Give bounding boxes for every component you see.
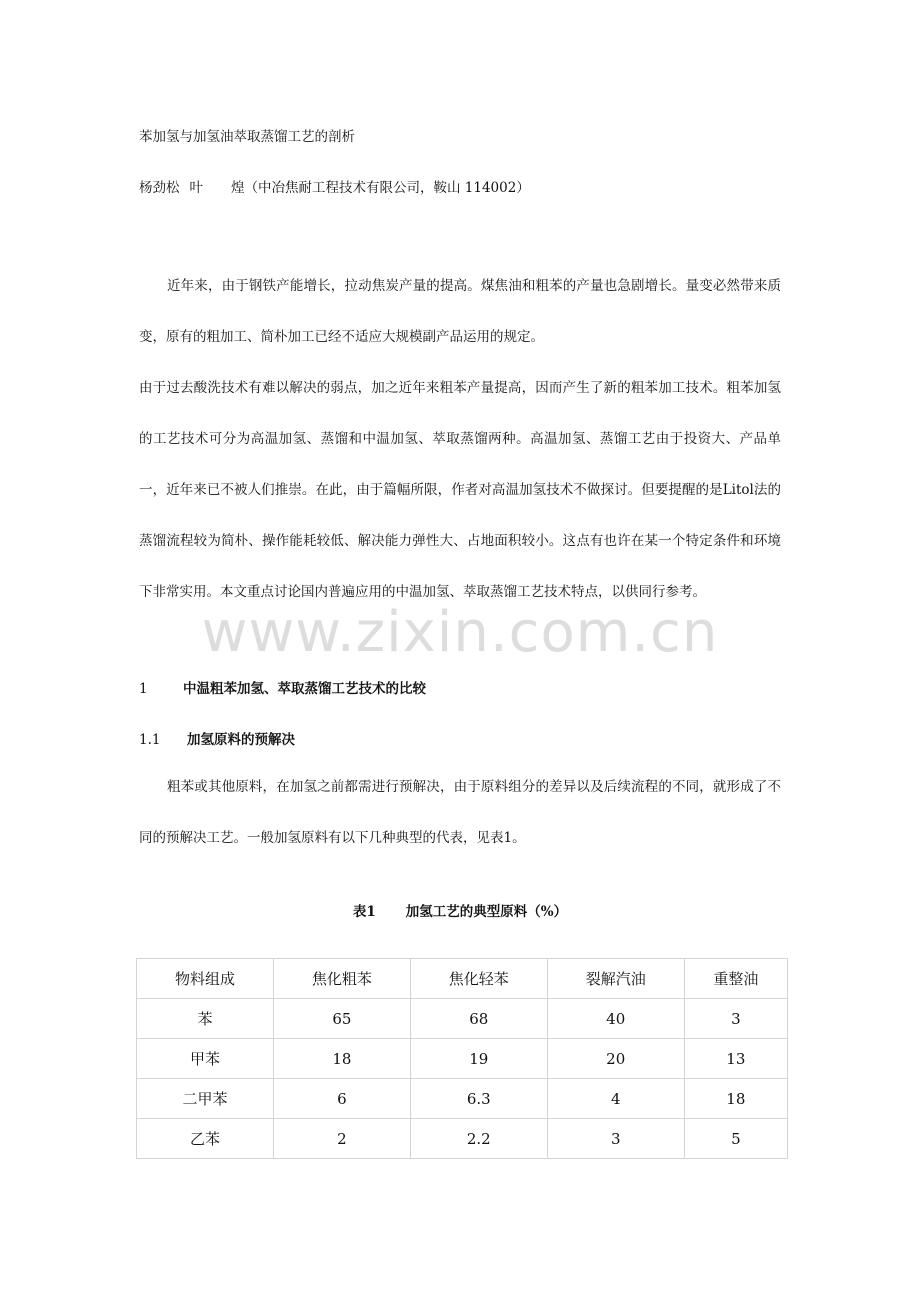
author-affiliation: （中冶焦耐工程技术有限公司，鞍山 114002） [244,180,530,196]
table-cell: 3 [547,1119,684,1159]
table-row [137,1079,788,1119]
table-cell: 65 [273,999,410,1039]
paragraph-background: 由于过去酸洗技术有难以解决的弱点，加之近年来粗苯产量提高，因而产生了新的粗苯加工技术。粗苯加氢的工艺技术可分为高温加氢、蒸馏和中温加氢、萃取蒸馏两种。高温加氢、蒸馏工艺由于投资大、产品单一，近年来已不被人们推崇。在此，由于篇幅所限，作者对高温加氢技术不做探讨。但要提醒的是Litol法的蒸馏流程较为简朴、操作能耗较低、解决能力弹性大、占地面积较小。这点有也许在某一个特定条件和环境下非常实用。本文重点讨论国内普遍应用的中温加氢、萃取蒸馏工艺技术特点，以供同行参考。 [139,380,781,600]
section-heading-1 [139,679,426,699]
table-header-cell: 焦化轻苯 [410,959,547,999]
table-cell: 18 [273,1039,410,1079]
author-name-1: 杨劲松 [139,180,180,196]
raw-material-table [136,958,788,1159]
table-row [137,1039,788,1079]
section-title: 中温粗苯加氢、萃取蒸馏工艺技术的比较 [183,681,426,697]
table-header-cell: 重整油 [684,959,787,999]
table-row-label: 乙苯 [137,1119,274,1159]
paragraph-intro: 近年来，由于钢铁产能增长，拉动焦炭产量的提高。煤焦油和粗苯的产量也急剧增长。量变必然带来质变，原有的粗加工、简朴加工已经不适应大规模副产品运用的规定。 [139,278,781,345]
table-row-label: 甲苯 [137,1039,274,1079]
table-header-cell: 焦化粗苯 [273,959,410,999]
table-row [137,1119,788,1159]
section-number: 1 [139,681,148,697]
table-cell: 6 [273,1079,410,1119]
author-name-2a: 叶 [189,180,203,196]
table-title: 加氢工艺的典型原料（%） [405,904,568,920]
table-cell: 18 [684,1079,787,1119]
table-row-label: 二甲苯 [137,1079,274,1119]
table-cell: 19 [410,1039,547,1079]
table-label: 表1 [352,904,376,920]
table-cell: 13 [684,1039,787,1079]
table-row-label: 苯 [137,999,274,1039]
paragraph-pretreatment: 粗苯或其他原料，在加氢之前都需进行预解决，由于原料组分的差异以及后续流程的不同，就形成了不同的预解决工艺。一般加氢原料有以下几种典型的代表，见表1。 [139,779,781,846]
table-cell: 40 [547,999,684,1039]
table-caption [0,902,920,922]
section-number: 1.1 [139,732,161,748]
section-title: 加氢原料的预解决 [187,732,295,748]
table-row [137,999,788,1039]
table-cell: 5 [684,1119,787,1159]
table-cell: 4 [547,1079,684,1119]
table-cell: 2 [273,1119,410,1159]
table-cell: 6.3 [410,1079,547,1119]
table-header-cell: 裂解汽油 [547,959,684,999]
author-line [139,178,530,198]
author-name-2b: 煌 [231,180,245,196]
table-cell: 3 [684,999,787,1039]
table-header-row [137,959,788,999]
section-heading-1-1 [139,730,295,750]
watermark: www.zixin.com.cn [201,600,719,665]
table-cell: 68 [410,999,547,1039]
table-cell: 2.2 [410,1119,547,1159]
table-header-cell: 物料组成 [137,959,274,999]
document-title: 苯加氢与加氢油萃取蒸馏工艺的剖析 [139,129,355,145]
table-cell: 20 [547,1039,684,1079]
